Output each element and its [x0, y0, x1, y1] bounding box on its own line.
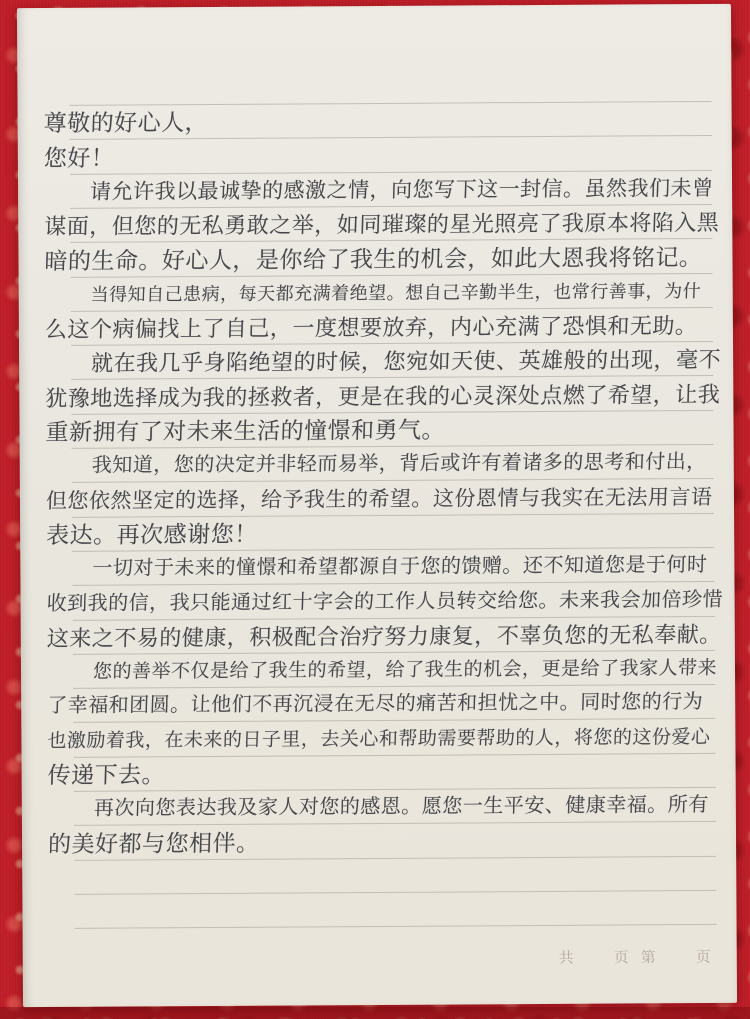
- footer-label-number: 第: [640, 949, 658, 967]
- handwritten-line: 的美好都与您相伴。: [47, 829, 260, 857]
- fabric-bottom-shadow-band: [0, 1007, 750, 1019]
- handwritten-line: 了幸福和团圆。让他们不再沉浸在无尽的痛苦和担忧之中。同时您的行为: [46, 691, 704, 718]
- handwritten-line: 我知道，您的决定并非轻而易举，背后或许有着诸多的思考和付出，: [91, 451, 708, 478]
- stationery-page-footer: [559, 946, 713, 968]
- ruled-line: [75, 924, 717, 929]
- handwritten-line: 谋面，但您的无私勇敢之举，如同璀璨的星光照亮了我原本将陷入黑: [43, 210, 720, 240]
- handwritten-line: 表达。再次感谢您！: [45, 520, 259, 548]
- handwritten-line: 也激励着我，在未来的日子里，去关心和帮助需要帮助的人，将您的这份爱心: [47, 726, 711, 752]
- footer-label-total: 共: [558, 949, 576, 967]
- handwritten-line: 犹豫地选择成为我的拯救者，更是在我的心灵深处点燃了希望，让我: [44, 381, 721, 411]
- footer-label-page: 页: [695, 948, 713, 967]
- handwritten-line: 一切对于未来的憧憬和希望都源自于您的馈赠。还不知道您是于何时: [92, 554, 708, 580]
- ruled-line: [74, 890, 716, 895]
- letter-paper-sheet: [17, 4, 737, 1007]
- handwritten-line: 这来之不易的健康，积极配合治疗努力康复，不辜负您的无私奉献。: [46, 621, 723, 651]
- handwritten-line: 请允许我以最诚挚的感激之情，向您写下这一封信。虽然我们未曾: [89, 176, 714, 204]
- handwritten-line: 您好！: [43, 144, 115, 171]
- handwritten-line: 收到我的信，我只能通过红十字会的工作人员转交给您。未来我会加倍珍惜: [46, 588, 724, 615]
- handwritten-line: 就在我几乎身陷绝望的时候，您宛如天使、英雄般的出现，毫不: [90, 347, 722, 377]
- handwritten-line: 但您依然坚定的选择，给予我生的希望。这份恩情与我实在无法用言语: [45, 485, 713, 513]
- handwritten-line: 暗的生命。好心人，是你给了我生的机会，如此大恩我将铭记。: [44, 243, 703, 274]
- handwritten-line: 传递下去。: [47, 761, 166, 789]
- handwritten-line: 再次向您表达我及家人对您的感恩。愿您一生平安、健康幸福。所有: [93, 794, 710, 821]
- handwritten-line: 当得知自己患病，每天都充满着绝望。想自己辛勤半生，也常行善事，为什: [90, 280, 702, 305]
- handwritten-line: 重新拥有了对未来生活的憧憬和勇气。: [45, 416, 446, 446]
- footer-label-pages: 页: [613, 949, 631, 967]
- handwritten-line: 么这个病偏找上了自己，一度想要放弃，内心充满了恐惧和无助。: [44, 313, 698, 343]
- handwritten-line: 您的善举不仅是给了我生的希望，给了我生的机会，更是给了我家人带来: [92, 658, 718, 683]
- handwritten-line: 尊敬的好心人，: [43, 109, 209, 137]
